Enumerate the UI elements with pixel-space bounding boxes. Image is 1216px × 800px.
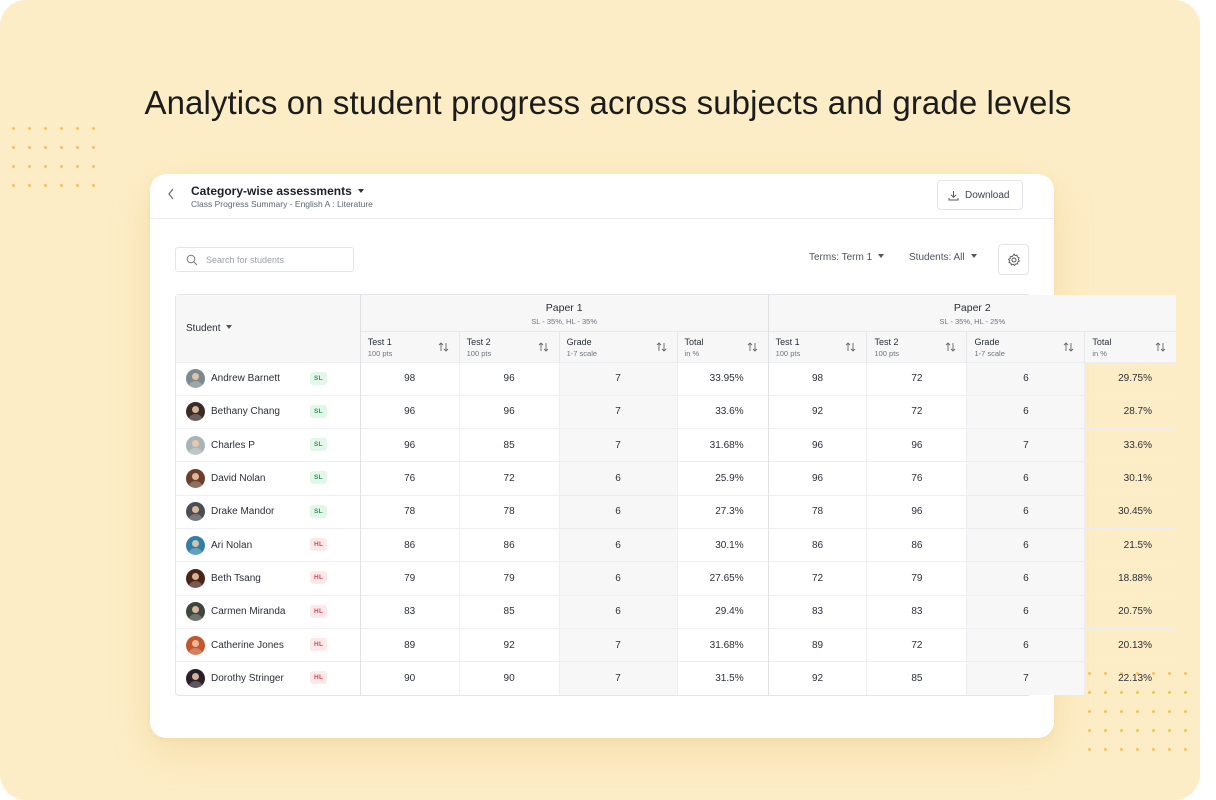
decorative-dot bbox=[1136, 729, 1139, 732]
grade-cell: 7 bbox=[559, 429, 677, 462]
table-row[interactable] bbox=[176, 562, 1176, 595]
table-row[interactable] bbox=[176, 595, 1176, 628]
column-unit: 100 pts bbox=[775, 348, 801, 358]
gear-icon bbox=[1007, 253, 1021, 267]
decorative-dot bbox=[28, 127, 31, 130]
test-2-cell: 96 bbox=[867, 495, 967, 528]
decorative-dot bbox=[1104, 748, 1107, 751]
student-cell[interactable] bbox=[176, 628, 360, 661]
test-1-cell: 76 bbox=[360, 462, 459, 495]
student-name: Bethany Chang bbox=[211, 406, 280, 418]
decorative-dot bbox=[1168, 748, 1171, 751]
decorative-dot bbox=[92, 146, 95, 149]
student-name: Ari Nolan bbox=[211, 539, 253, 551]
test-2-cell: 90 bbox=[459, 662, 559, 695]
student-cell[interactable] bbox=[176, 495, 360, 528]
grade-cell: 6 bbox=[967, 562, 1085, 595]
column-header-test-1[interactable] bbox=[768, 331, 867, 362]
students-dropdown[interactable] bbox=[909, 252, 977, 263]
page-title[interactable] bbox=[191, 184, 364, 198]
decorative-dot bbox=[1168, 729, 1171, 732]
back-icon[interactable] bbox=[166, 187, 180, 203]
test-2-cell: 79 bbox=[459, 562, 559, 595]
sort-icon[interactable] bbox=[1155, 342, 1166, 355]
student-name: Carmen Miranda bbox=[211, 606, 286, 618]
assessment-card bbox=[150, 174, 1152, 738]
student-cell[interactable] bbox=[176, 528, 360, 561]
decorative-dot bbox=[44, 146, 47, 149]
decorative-dot bbox=[44, 184, 47, 187]
terms-label: Terms: Term 1 bbox=[809, 252, 873, 263]
test-2-cell: 72 bbox=[459, 462, 559, 495]
decorative-dot bbox=[1104, 729, 1107, 732]
test-1-cell: 79 bbox=[360, 562, 459, 595]
total-cell: 21.5% bbox=[1085, 528, 1176, 561]
download-label: Download bbox=[965, 190, 1010, 201]
test-1-cell: 96 bbox=[768, 429, 867, 462]
grade-cell: 6 bbox=[967, 395, 1085, 428]
column-unit: 100 pts bbox=[874, 348, 900, 358]
decorative-dot bbox=[12, 165, 15, 168]
avatar bbox=[186, 636, 205, 655]
column-unit: 100 pts bbox=[466, 348, 492, 358]
test-1-cell: 86 bbox=[768, 528, 867, 561]
decorative-dot bbox=[1152, 729, 1155, 732]
total-cell: 28.7% bbox=[1085, 395, 1176, 428]
total-cell: 20.13% bbox=[1085, 628, 1176, 661]
sort-icon[interactable] bbox=[945, 342, 956, 355]
decorative-dot bbox=[12, 127, 15, 130]
total-cell: 31.5% bbox=[677, 662, 768, 695]
test-1-cell: 78 bbox=[360, 495, 459, 528]
group-weights: SL - 35%, HL - 25% bbox=[939, 317, 1006, 326]
grade-cell: 6 bbox=[559, 595, 677, 628]
total-cell: 20.75% bbox=[1085, 595, 1176, 628]
chevron-down-icon bbox=[226, 325, 232, 329]
total-cell: 33.95% bbox=[677, 362, 768, 395]
sort-icon[interactable] bbox=[747, 342, 758, 355]
decorative-dot bbox=[1168, 710, 1171, 713]
grade-cell: 7 bbox=[559, 662, 677, 695]
decorative-dot bbox=[1184, 691, 1187, 694]
column-name: Test 1 bbox=[775, 336, 800, 347]
level-badge: SL bbox=[310, 505, 327, 518]
settings-button[interactable] bbox=[998, 244, 1029, 275]
total-cell: 33.6% bbox=[677, 395, 768, 428]
column-unit: in % bbox=[684, 348, 700, 358]
chevron-down-icon bbox=[358, 189, 364, 193]
decorative-dot bbox=[1120, 729, 1123, 732]
grade-cell: 6 bbox=[967, 628, 1085, 661]
students-label: Students: All bbox=[909, 252, 965, 263]
decorative-dot bbox=[1184, 748, 1187, 751]
student-cell[interactable] bbox=[176, 362, 360, 395]
student-cell[interactable] bbox=[176, 395, 360, 428]
test-1-cell: 78 bbox=[768, 495, 867, 528]
total-cell: 30.45% bbox=[1085, 495, 1176, 528]
total-cell: 18.88% bbox=[1085, 562, 1176, 595]
avatar bbox=[186, 669, 205, 688]
student-column-header[interactable] bbox=[176, 295, 360, 362]
decorative-dot bbox=[1120, 748, 1123, 751]
table-body bbox=[176, 362, 1176, 695]
group-header-paper-2 bbox=[768, 295, 1176, 331]
student-header-label: Student bbox=[186, 322, 221, 334]
total-cell: 30.1% bbox=[1085, 462, 1176, 495]
student-name: Andrew Barnett bbox=[211, 373, 280, 385]
student-cell[interactable] bbox=[176, 462, 360, 495]
column-name: Test 2 bbox=[874, 336, 899, 347]
avatar bbox=[186, 536, 205, 555]
decorative-dot bbox=[60, 165, 63, 168]
column-header-test-1[interactable] bbox=[360, 331, 459, 362]
search-box[interactable] bbox=[175, 247, 354, 272]
column-unit: in % bbox=[1092, 348, 1107, 358]
decorative-dot bbox=[1120, 710, 1123, 713]
grade-cell: 7 bbox=[559, 628, 677, 661]
avatar bbox=[186, 436, 205, 455]
test-1-cell: 83 bbox=[360, 595, 459, 628]
level-badge: SL bbox=[310, 471, 327, 484]
assessment-table-container[interactable] bbox=[175, 294, 1152, 696]
avatar bbox=[186, 502, 205, 521]
table-row[interactable] bbox=[176, 495, 1176, 528]
level-badge: SL bbox=[310, 405, 327, 418]
test-1-cell: 83 bbox=[768, 595, 867, 628]
decorative-dot bbox=[1136, 748, 1139, 751]
decorative-dot bbox=[60, 184, 63, 187]
assessment-table bbox=[176, 295, 1176, 695]
test-2-cell: 76 bbox=[867, 462, 967, 495]
grade-cell: 7 bbox=[967, 662, 1085, 695]
table-row[interactable] bbox=[176, 662, 1176, 695]
student-cell[interactable] bbox=[176, 429, 360, 462]
decorative-dot bbox=[92, 184, 95, 187]
headline: Analytics on student progress across subjects and grade levels bbox=[144, 84, 1072, 121]
test-1-cell: 96 bbox=[360, 429, 459, 462]
test-2-cell: 96 bbox=[867, 429, 967, 462]
column-unit: 100 pts bbox=[367, 348, 393, 358]
decorative-dot bbox=[60, 127, 63, 130]
decorative-dot bbox=[76, 184, 79, 187]
column-header-test-2[interactable] bbox=[867, 331, 967, 362]
test-1-cell: 86 bbox=[360, 528, 459, 561]
total-cell: 27.65% bbox=[677, 562, 768, 595]
table-row[interactable] bbox=[176, 462, 1176, 495]
decorative-dot bbox=[76, 146, 79, 149]
decorative-dot bbox=[28, 184, 31, 187]
level-badge: SL bbox=[310, 438, 327, 451]
decorative-dots-left bbox=[12, 127, 108, 203]
column-header-total[interactable] bbox=[1085, 331, 1176, 362]
test-2-cell: 92 bbox=[459, 628, 559, 661]
decorative-dot bbox=[92, 165, 95, 168]
test-2-cell: 85 bbox=[459, 429, 559, 462]
decorative-dot bbox=[76, 165, 79, 168]
decorative-dot bbox=[1184, 729, 1187, 732]
download-icon bbox=[948, 190, 959, 201]
grade-cell: 6 bbox=[559, 495, 677, 528]
decorative-dot bbox=[44, 165, 47, 168]
column-name: Grade bbox=[974, 336, 1000, 347]
student-name: Beth Tsang bbox=[211, 572, 261, 584]
avatar bbox=[186, 402, 205, 421]
total-cell: 29.75% bbox=[1085, 362, 1176, 395]
download-button[interactable] bbox=[937, 180, 1023, 210]
terms-dropdown[interactable] bbox=[809, 252, 884, 263]
grade-cell: 6 bbox=[967, 495, 1085, 528]
sort-icon[interactable] bbox=[845, 342, 856, 355]
decorative-dot bbox=[1152, 748, 1155, 751]
table-row[interactable] bbox=[176, 362, 1176, 395]
test-1-cell: 72 bbox=[768, 562, 867, 595]
test-1-cell: 89 bbox=[768, 628, 867, 661]
decorative-dot bbox=[60, 146, 63, 149]
test-2-cell: 72 bbox=[867, 362, 967, 395]
sort-icon[interactable] bbox=[438, 342, 449, 355]
decorative-dot bbox=[1088, 729, 1091, 732]
sort-icon[interactable] bbox=[656, 342, 667, 355]
chevron-down-icon bbox=[878, 254, 884, 258]
table-row[interactable] bbox=[176, 628, 1176, 661]
group-weights: SL - 35%, HL - 35% bbox=[531, 317, 598, 326]
decorative-dot bbox=[1184, 672, 1187, 675]
avatar bbox=[186, 469, 205, 488]
grade-cell: 6 bbox=[559, 528, 677, 561]
test-1-cell: 98 bbox=[360, 362, 459, 395]
test-2-cell: 86 bbox=[459, 528, 559, 561]
total-cell: 31.68% bbox=[677, 628, 768, 661]
decorative-dot bbox=[12, 146, 15, 149]
level-badge: HL bbox=[310, 605, 327, 618]
avatar bbox=[186, 602, 205, 621]
avatar bbox=[186, 369, 205, 388]
avatar bbox=[186, 569, 205, 588]
decorative-dot bbox=[1104, 710, 1107, 713]
test-1-cell: 92 bbox=[768, 395, 867, 428]
decorative-dot bbox=[1184, 710, 1187, 713]
sort-icon[interactable] bbox=[538, 342, 549, 355]
column-header-grade[interactable] bbox=[559, 331, 677, 362]
grade-cell: 6 bbox=[559, 462, 677, 495]
grade-cell: 6 bbox=[967, 528, 1085, 561]
test-1-cell: 92 bbox=[768, 662, 867, 695]
decorative-dot bbox=[76, 127, 79, 130]
breadcrumb: Class Progress Summary - English A : Literature bbox=[191, 199, 373, 209]
page-title-text: Category-wise assessments bbox=[191, 184, 352, 198]
decorative-dot bbox=[28, 165, 31, 168]
column-name: Test 1 bbox=[367, 336, 392, 347]
table-row[interactable] bbox=[176, 395, 1176, 428]
test-1-cell: 98 bbox=[768, 362, 867, 395]
total-cell: 27.3% bbox=[677, 495, 768, 528]
student-name: Catherine Jones bbox=[211, 639, 284, 651]
decorative-dot bbox=[1088, 710, 1091, 713]
total-cell: 30.1% bbox=[677, 528, 768, 561]
test-2-cell: 96 bbox=[459, 395, 559, 428]
column-header-total[interactable] bbox=[677, 331, 768, 362]
test-1-cell: 89 bbox=[360, 628, 459, 661]
test-2-cell: 79 bbox=[867, 562, 967, 595]
total-cell: 22.13% bbox=[1085, 662, 1176, 695]
student-cell[interactable] bbox=[176, 662, 360, 695]
level-badge: HL bbox=[310, 571, 327, 584]
test-2-cell: 72 bbox=[867, 395, 967, 428]
level-badge: HL bbox=[310, 538, 327, 551]
grade-cell: 6 bbox=[559, 562, 677, 595]
column-header-grade[interactable] bbox=[967, 331, 1085, 362]
table-row[interactable] bbox=[176, 429, 1176, 462]
student-name: David Nolan bbox=[211, 473, 266, 485]
student-name: Dorothy Stringer bbox=[211, 673, 284, 685]
test-2-cell: 83 bbox=[867, 595, 967, 628]
decorative-dot bbox=[28, 146, 31, 149]
grade-cell: 6 bbox=[967, 595, 1085, 628]
total-cell: 31.68% bbox=[677, 429, 768, 462]
grade-cell: 7 bbox=[559, 395, 677, 428]
student-cell[interactable] bbox=[176, 595, 360, 628]
column-name: Total bbox=[684, 336, 704, 347]
chevron-down-icon bbox=[971, 254, 977, 258]
grade-cell: 7 bbox=[967, 429, 1085, 462]
total-cell: 25.9% bbox=[677, 462, 768, 495]
student-name: Drake Mandor bbox=[211, 506, 275, 518]
level-badge: HL bbox=[310, 638, 327, 651]
total-cell: 29.4% bbox=[677, 595, 768, 628]
test-1-cell: 90 bbox=[360, 662, 459, 695]
column-name: Test 2 bbox=[466, 336, 491, 347]
table-row[interactable] bbox=[176, 528, 1176, 561]
column-unit: 1-7 scale bbox=[974, 348, 1005, 358]
level-badge: SL bbox=[310, 372, 327, 385]
student-cell[interactable] bbox=[176, 562, 360, 595]
test-2-cell: 72 bbox=[867, 628, 967, 661]
total-cell: 33.6% bbox=[1085, 429, 1176, 462]
group-name: Paper 1 bbox=[545, 302, 583, 314]
column-name: Grade bbox=[566, 336, 592, 347]
decorative-dot bbox=[12, 184, 15, 187]
decorative-dot bbox=[1136, 710, 1139, 713]
column-header-test-2[interactable] bbox=[459, 331, 559, 362]
test-2-cell: 96 bbox=[459, 362, 559, 395]
grade-cell: 6 bbox=[967, 462, 1085, 495]
column-unit: 1-7 scale bbox=[566, 348, 598, 358]
decorative-dot bbox=[92, 127, 95, 130]
test-2-cell: 85 bbox=[459, 595, 559, 628]
test-2-cell: 85 bbox=[867, 662, 967, 695]
column-name: Total bbox=[1092, 336, 1112, 347]
decorative-dot bbox=[1088, 748, 1091, 751]
search-icon bbox=[186, 254, 198, 266]
card-header bbox=[150, 174, 1054, 219]
student-name: Charles P bbox=[211, 439, 255, 451]
search-input[interactable] bbox=[206, 248, 346, 271]
decorative-dot bbox=[1152, 710, 1155, 713]
sort-icon[interactable] bbox=[1063, 342, 1074, 355]
grade-cell: 6 bbox=[967, 362, 1085, 395]
test-1-cell: 96 bbox=[768, 462, 867, 495]
test-2-cell: 78 bbox=[459, 495, 559, 528]
test-1-cell: 96 bbox=[360, 395, 459, 428]
group-header-paper-1 bbox=[360, 295, 768, 331]
test-2-cell: 86 bbox=[867, 528, 967, 561]
grade-cell: 7 bbox=[559, 362, 677, 395]
level-badge: HL bbox=[310, 671, 327, 684]
decorative-dot bbox=[44, 127, 47, 130]
group-name: Paper 2 bbox=[953, 302, 991, 314]
